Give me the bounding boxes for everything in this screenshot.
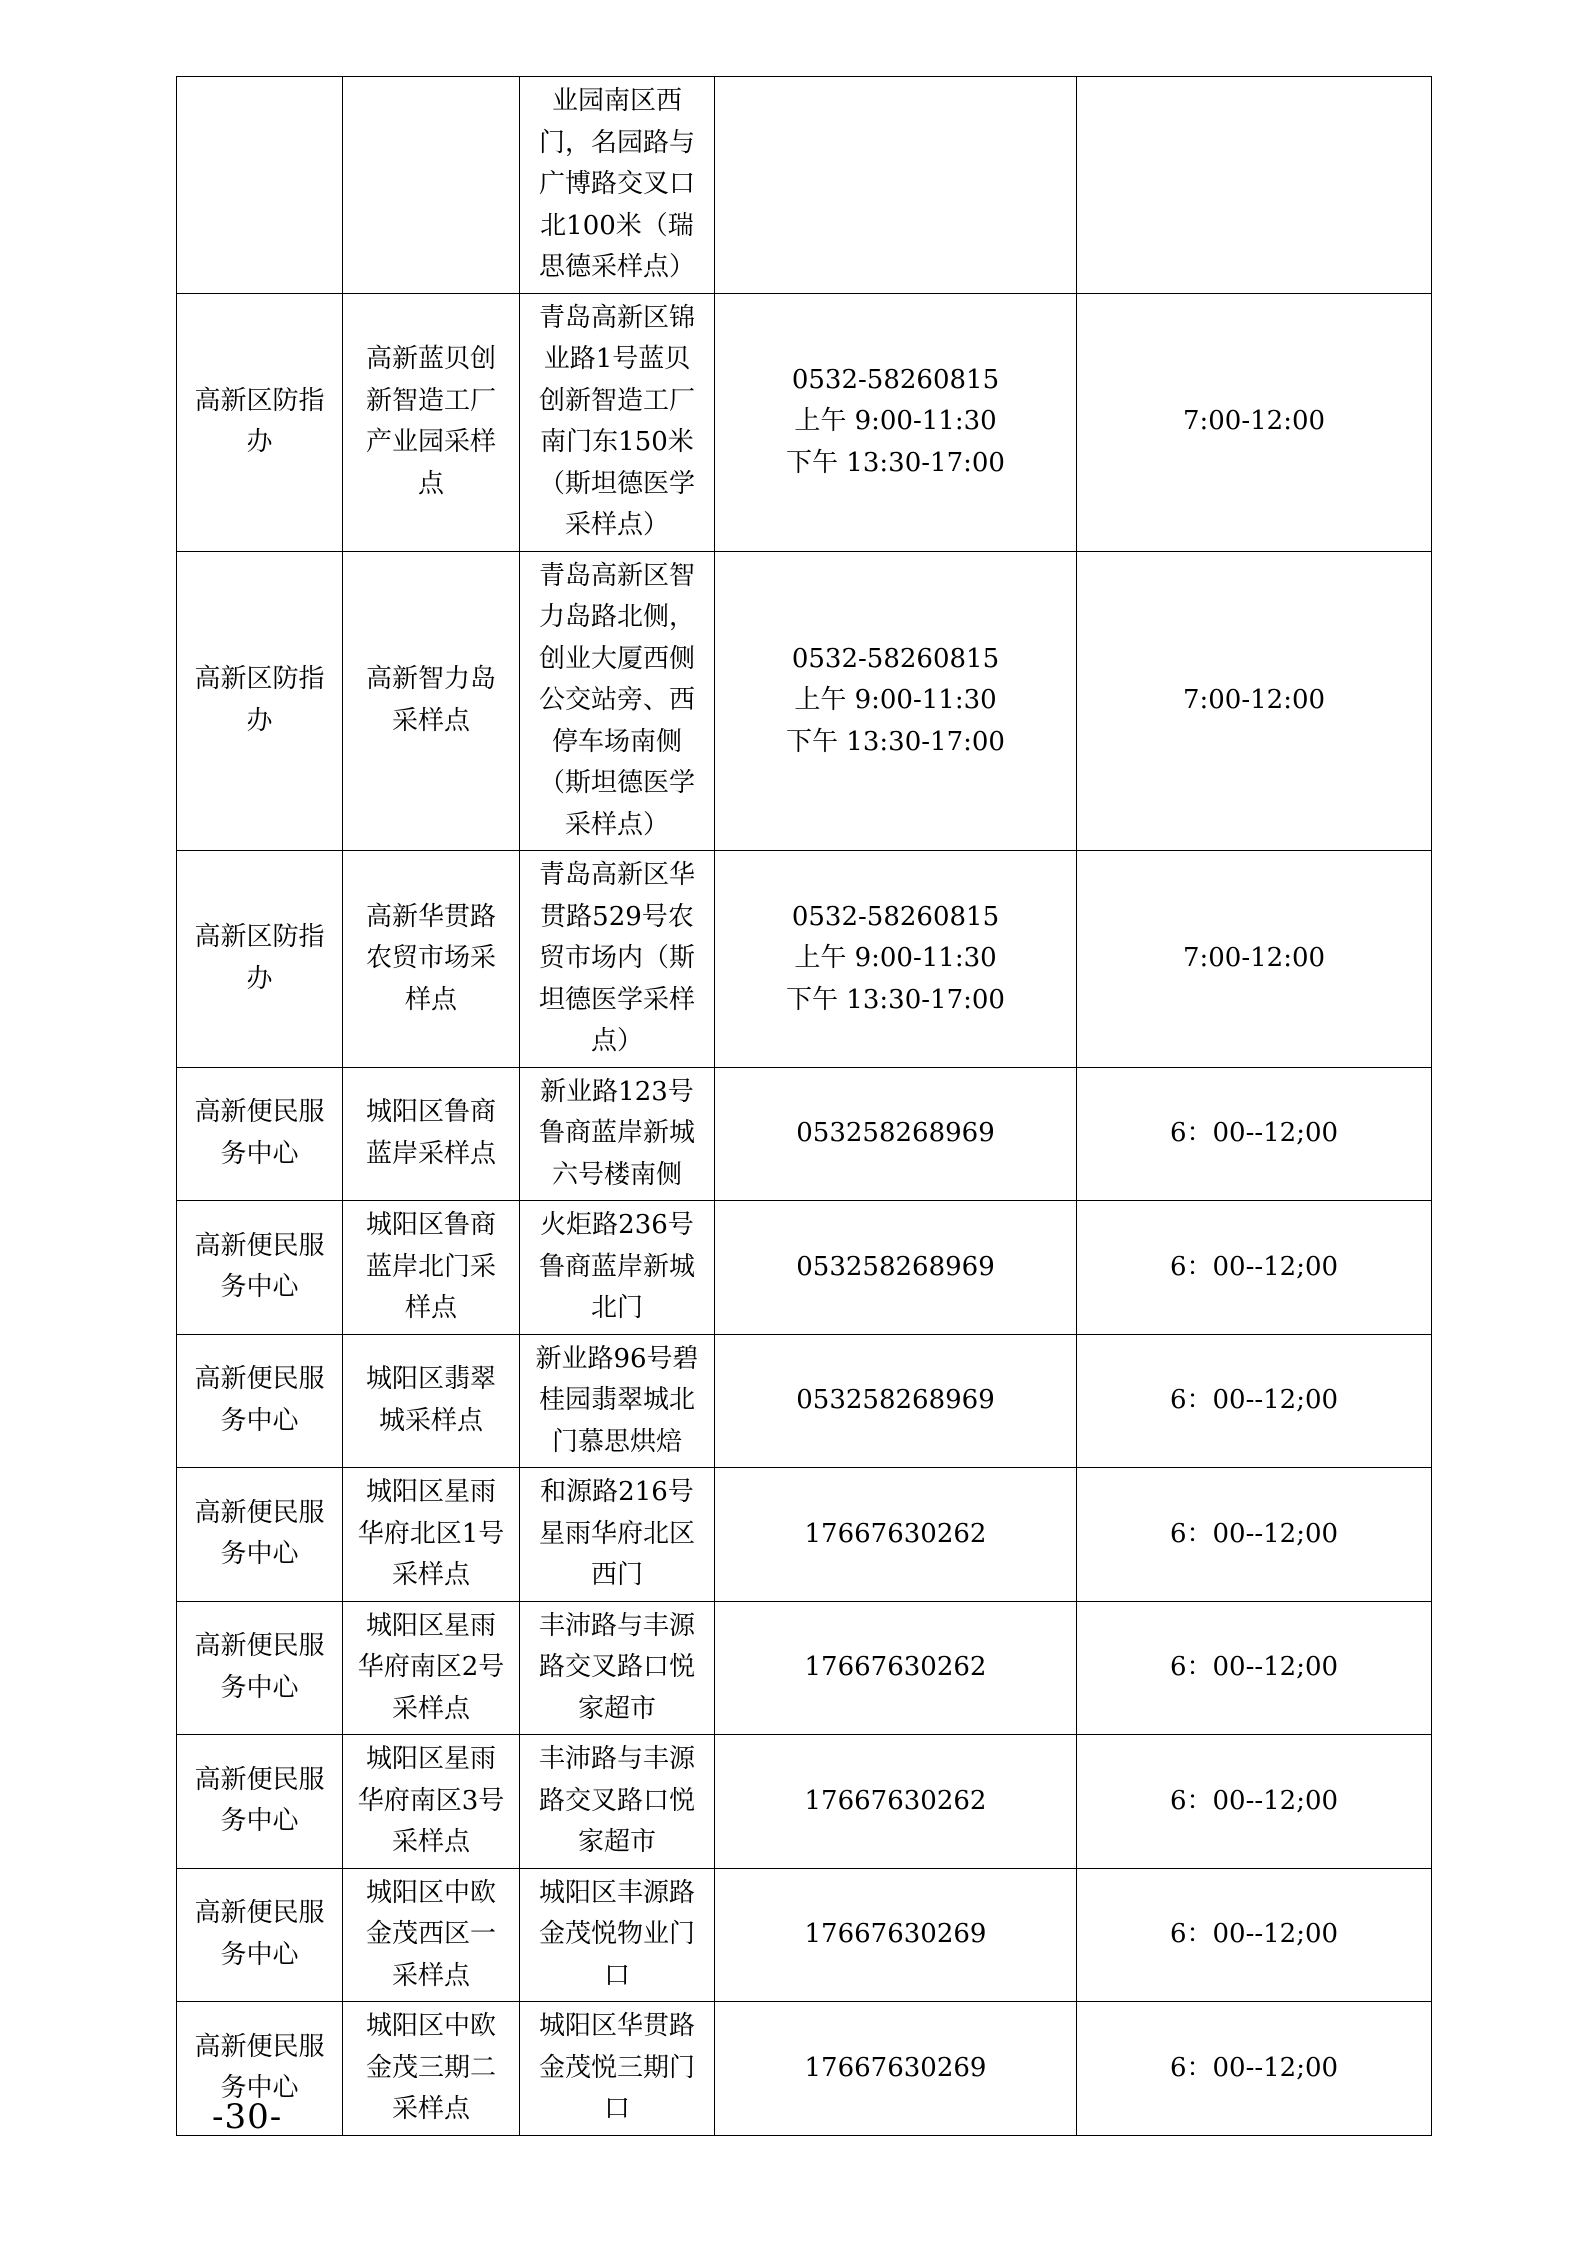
site-cell: 高新华贯路农贸市场采样点: [343, 851, 520, 1068]
contact-cell: 17667630262: [715, 1735, 1077, 1869]
address-cell: 丰沛路与丰源路交叉路口悦家超市: [520, 1735, 715, 1869]
table-row: [177, 551, 1432, 851]
site-cell: 城阳区翡翠城采样点: [343, 1334, 520, 1468]
agency-cell: 高新区防指办: [177, 851, 343, 1068]
site-cell: 城阳区星雨华府南区3号采样点: [343, 1735, 520, 1869]
agency-cell: 高新便民服务中心: [177, 1601, 343, 1735]
hours-cell: 7:00-12:00: [1077, 293, 1432, 551]
contact-cell: [715, 77, 1077, 294]
hours-cell: 6：00--12;00: [1077, 1735, 1432, 1869]
site-cell: 高新蓝贝创新智造工厂产业园采样点: [343, 293, 520, 551]
agency-cell: 高新便民服务中心: [177, 1735, 343, 1869]
site-cell: 城阳区中欧金茂西区一采样点: [343, 1868, 520, 2002]
contact-cell: 053258268969: [715, 1067, 1077, 1201]
table-row: [177, 293, 1432, 551]
agency-cell: 高新便民服务中心: [177, 1067, 343, 1201]
address-cell: 青岛高新区智力岛路北侧，创业大厦西侧公交站旁、西停车场南侧（斯坦德医学采样点）: [520, 551, 715, 851]
sampling-sites-table: [176, 76, 1432, 2136]
agency-cell: 高新便民服务中心: [177, 2002, 343, 2136]
hours-cell: 7:00-12:00: [1077, 551, 1432, 851]
contact-cell: 0532-58260815 上午 9:00-11:30 下午 13:30-17:00: [715, 293, 1077, 551]
address-cell: 业园南区西门，名园路与广博路交叉口北100米（瑞思德采样点）: [520, 77, 715, 294]
address-cell: 城阳区丰源路金茂悦物业门口: [520, 1868, 715, 2002]
table-row: [177, 1468, 1432, 1602]
hours-cell: 6：00--12;00: [1077, 1067, 1432, 1201]
hours-cell: 6：00--12;00: [1077, 1201, 1432, 1335]
hours-cell: 6：00--12;00: [1077, 1868, 1432, 2002]
site-cell: 城阳区中欧金茂三期二采样点: [343, 2002, 520, 2136]
site-cell: 城阳区鲁商蓝岸采样点: [343, 1067, 520, 1201]
address-cell: 新业路96号碧桂园翡翠城北门慕思烘焙: [520, 1334, 715, 1468]
table-body: [177, 77, 1432, 2136]
table-row: [177, 1334, 1432, 1468]
contact-cell: 17667630269: [715, 1868, 1077, 2002]
site-cell: 高新智力岛采样点: [343, 551, 520, 851]
agency-cell: 高新便民服务中心: [177, 1334, 343, 1468]
contact-cell: 0532-58260815 上午 9:00-11:30 下午 13:30-17:00: [715, 851, 1077, 1068]
agency-cell: 高新便民服务中心: [177, 1868, 343, 2002]
address-cell: 新业路123号鲁商蓝岸新城六号楼南侧: [520, 1067, 715, 1201]
hours-cell: 6：00--12;00: [1077, 2002, 1432, 2136]
table-row: [177, 1201, 1432, 1335]
address-cell: 火炬路236号鲁商蓝岸新城北门: [520, 1201, 715, 1335]
address-cell: 青岛高新区锦业路1号蓝贝创新智造工厂南门东150米（斯坦德医学采样点）: [520, 293, 715, 551]
table-row: [177, 851, 1432, 1068]
contact-cell: 053258268969: [715, 1201, 1077, 1335]
contact-cell: 17667630262: [715, 1601, 1077, 1735]
table-row: [177, 1868, 1432, 2002]
agency-cell: [177, 77, 343, 294]
hours-cell: 6：00--12;00: [1077, 1601, 1432, 1735]
address-cell: 和源路216号星雨华府北区西门: [520, 1468, 715, 1602]
agency-cell: 高新区防指办: [177, 293, 343, 551]
site-cell: 城阳区星雨华府南区2号采样点: [343, 1601, 520, 1735]
contact-cell: 0532-58260815 上午 9:00-11:30 下午 13:30-17:00: [715, 551, 1077, 851]
agency-cell: 高新区防指办: [177, 551, 343, 851]
contact-cell: 17667630262: [715, 1468, 1077, 1602]
site-cell: 城阳区鲁商蓝岸北门采样点: [343, 1201, 520, 1335]
contact-cell: 17667630269: [715, 2002, 1077, 2136]
site-cell: 城阳区星雨华府北区1号采样点: [343, 1468, 520, 1602]
table-row: [177, 1601, 1432, 1735]
page-number: -30-: [212, 2097, 283, 2137]
hours-cell: 6：00--12;00: [1077, 1334, 1432, 1468]
hours-cell: [1077, 77, 1432, 294]
table-row: [177, 77, 1432, 294]
table-row: [177, 1735, 1432, 1869]
address-cell: 城阳区华贯路金茂悦三期门口: [520, 2002, 715, 2136]
address-cell: 青岛高新区华贯路529号农贸市场内（斯坦德医学采样点）: [520, 851, 715, 1068]
table-row: [177, 1067, 1432, 1201]
contact-cell: 053258268969: [715, 1334, 1077, 1468]
agency-cell: 高新便民服务中心: [177, 1201, 343, 1335]
address-cell: 丰沛路与丰源路交叉路口悦家超市: [520, 1601, 715, 1735]
hours-cell: 7:00-12:00: [1077, 851, 1432, 1068]
agency-cell: 高新便民服务中心: [177, 1468, 343, 1602]
site-cell: [343, 77, 520, 294]
hours-cell: 6：00--12;00: [1077, 1468, 1432, 1602]
table-row: [177, 2002, 1432, 2136]
